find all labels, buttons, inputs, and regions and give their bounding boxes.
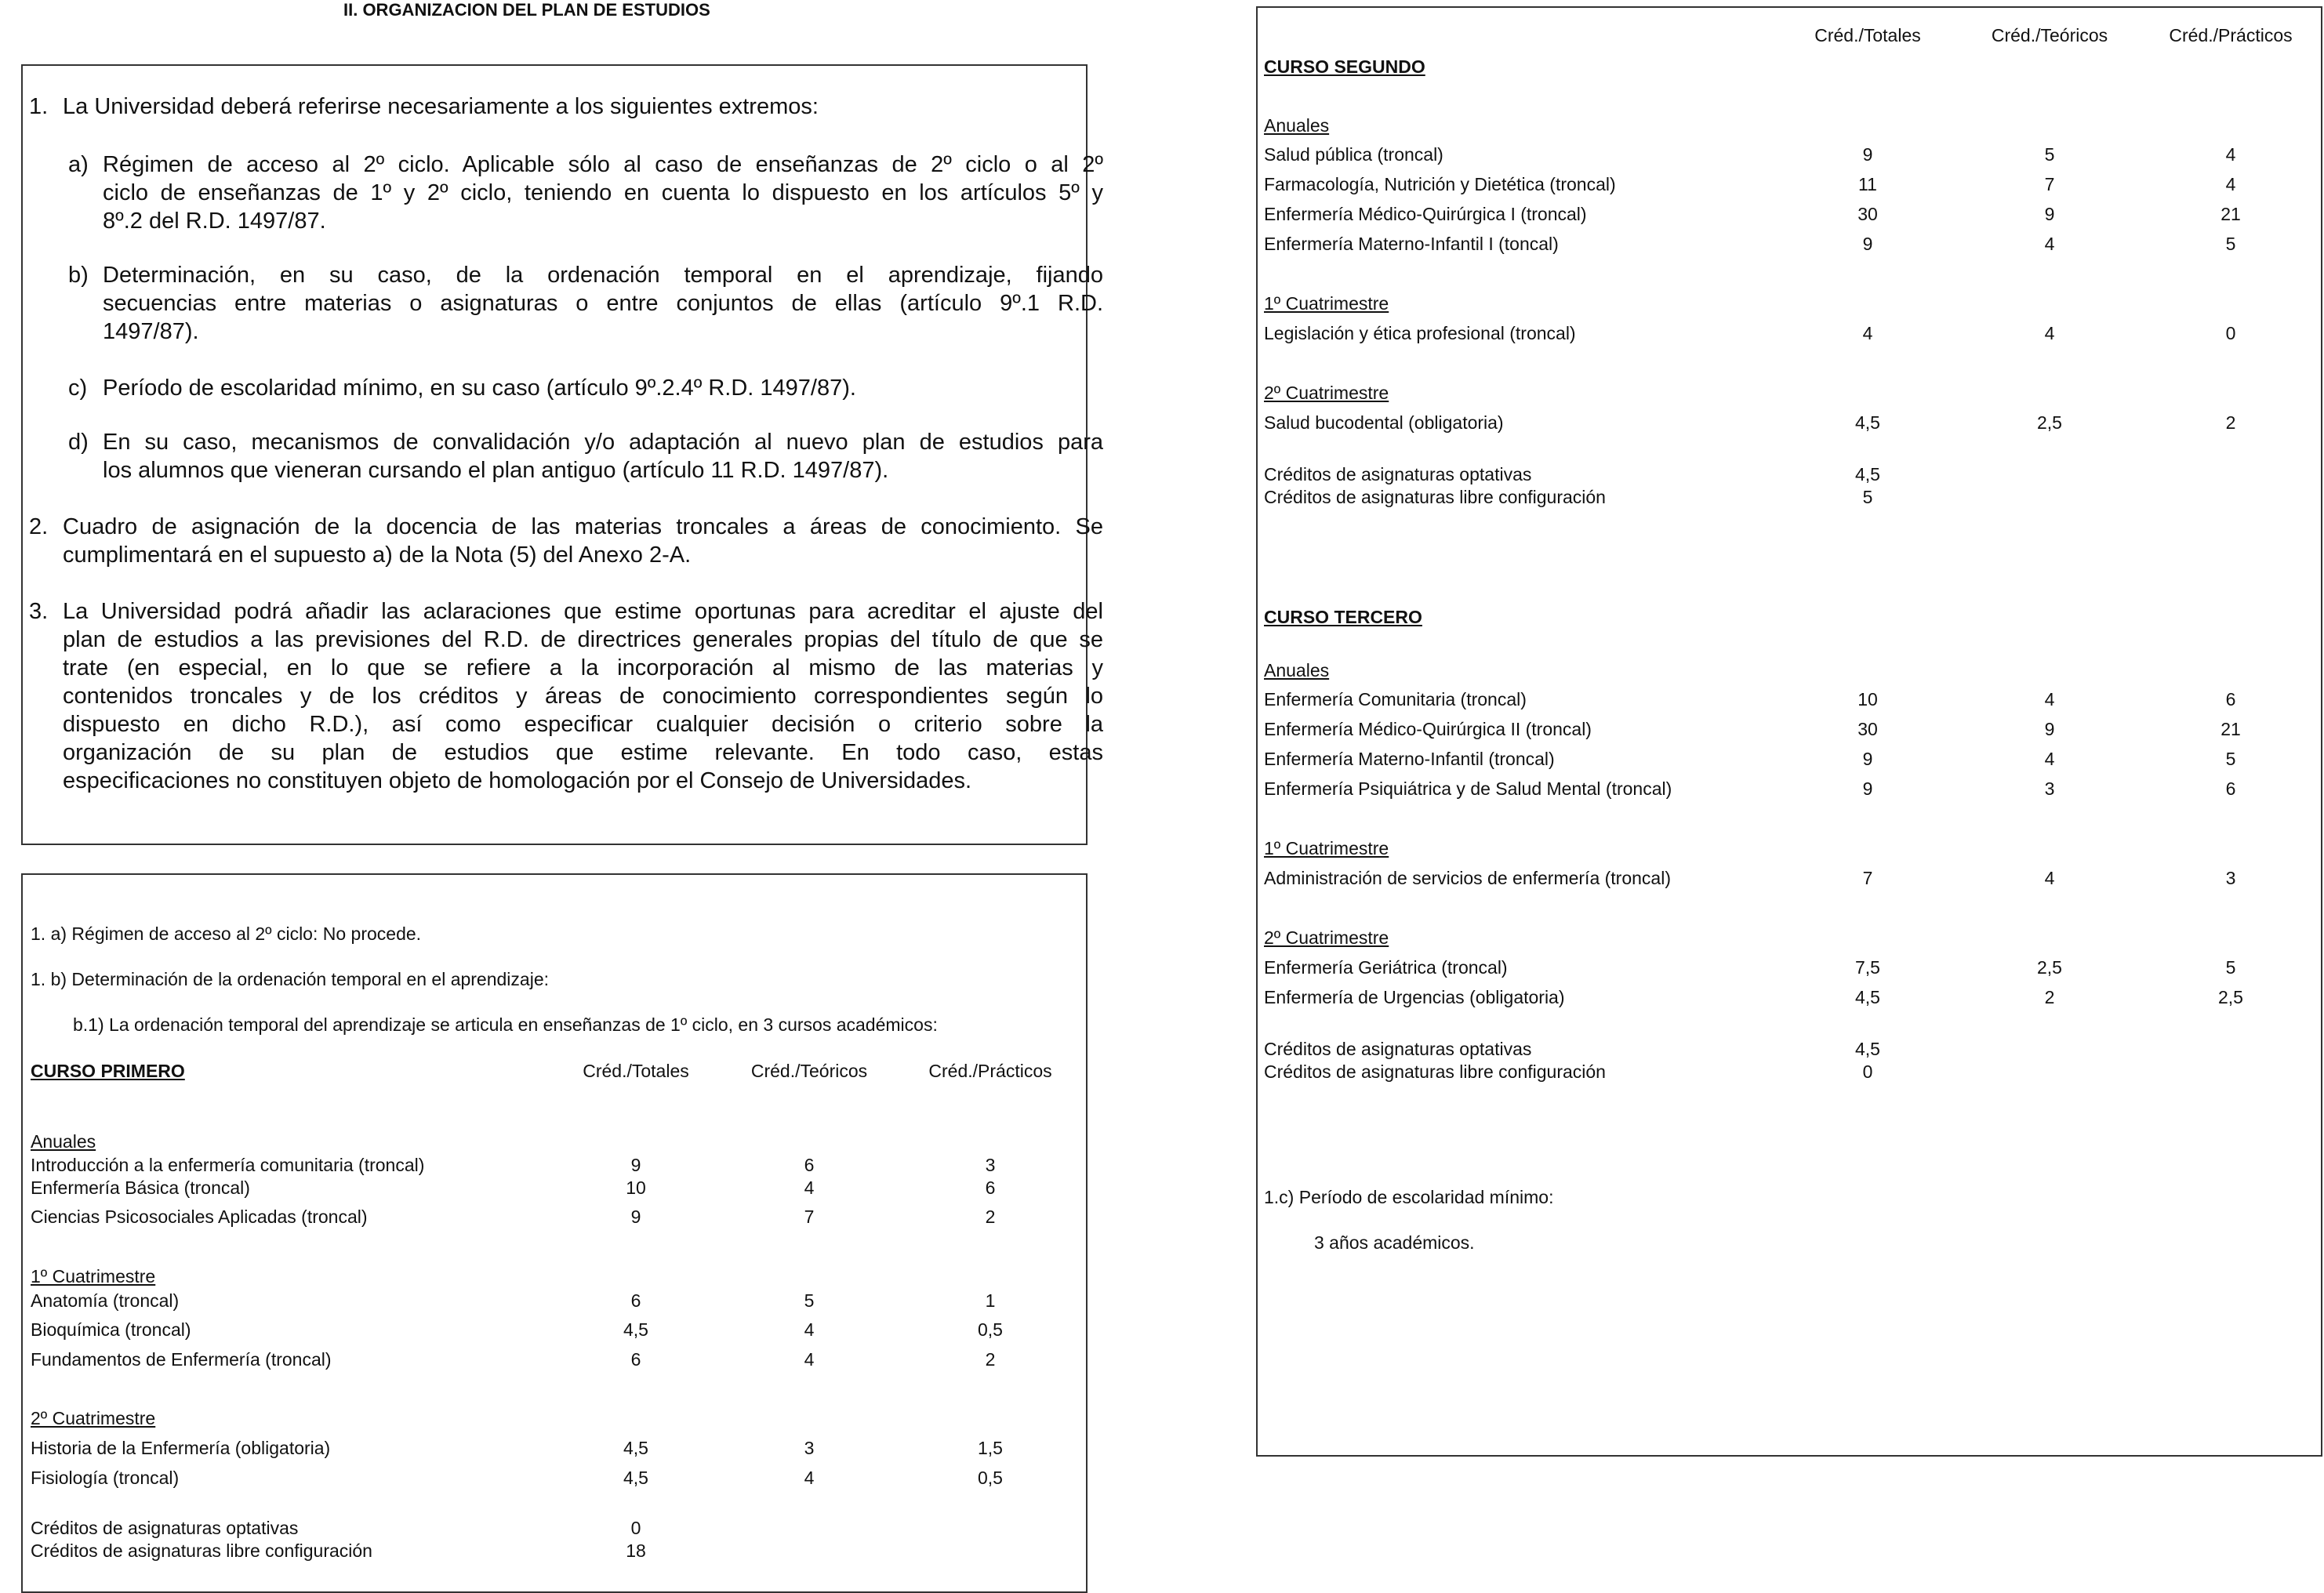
cred-totales: 30 — [1857, 204, 1878, 224]
cred-totales: 30 — [1857, 719, 1878, 739]
text-line: En su caso, mecanismos de convalidación y/o adaptación al nuevo plan de estudios para — [103, 430, 1103, 455]
cred-totales: 10 — [626, 1178, 646, 1198]
text-line: secuencias entre materias o asignaturas o entre conjuntos de ellas (artículo 9º.1 R.D. — [103, 291, 1103, 316]
section-heading-text: 1º Cuatrimestre — [1264, 293, 1389, 314]
cred-teoricos: 5 — [2044, 144, 2055, 165]
cred-teoricos: 4 — [2044, 234, 2055, 254]
cred-teoricos: 3 — [2044, 778, 2055, 799]
subject-name: Salud pública (troncal) — [1264, 144, 1443, 165]
cred-teoricos: 4 — [804, 1319, 815, 1340]
cred-totales: 18 — [626, 1540, 646, 1561]
item-number: 2. — [29, 514, 49, 539]
text-line: 1497/87). — [103, 319, 199, 344]
cred-totales: 9 — [630, 1155, 641, 1175]
subject-name: Enfermería Médico-Quirúrgica II (troncal) — [1264, 719, 1592, 739]
subject-name: Créditos de asignaturas optativas — [31, 1518, 299, 1538]
cred-teoricos: 4 — [2044, 689, 2055, 709]
note-b: 1. b) Determinación de la ordenación temporal en el aprendizaje: — [31, 969, 550, 989]
cred-totales: 4 — [1862, 323, 1873, 343]
cred-practicos: 5 — [2225, 749, 2236, 769]
cred-practicos: 4 — [2225, 174, 2236, 194]
text-line: ciclo de enseñanzas de 1º y 2º ciclo, teniendo en cuenta lo dispuesto en los artículos 5º y — [103, 180, 1103, 205]
cred-totales: 0 — [630, 1518, 641, 1538]
cred-totales: 7 — [1862, 868, 1873, 888]
item-text — [63, 597, 1103, 795]
item-text — [103, 374, 1103, 402]
text-line: contenidos troncales y de los créditos y áreas de conocimiento correspondientes según lo — [63, 684, 1103, 709]
cred-totales: 0 — [1862, 1061, 1873, 1082]
subject-name: Enfermería Básica (troncal) — [31, 1178, 250, 1198]
cred-teoricos: 4 — [2044, 868, 2055, 888]
cred-teoricos: 9 — [2044, 204, 2055, 224]
text-line: cumplimentará en el supuesto a) de la Nota (5) del Anexo 2-A. — [63, 542, 692, 568]
cred-totales: 4,5 — [1855, 987, 1880, 1007]
col-practicos: Créd./Prácticos — [928, 1061, 1052, 1081]
cred-practicos: 2 — [985, 1207, 996, 1227]
text-line: Período de escolaridad mínimo, en su caso (artículo 9º.2.4º R.D. 1497/87). — [103, 376, 856, 401]
cred-practicos: 2 — [985, 1349, 996, 1370]
cred-teoricos: 7 — [804, 1207, 815, 1227]
text-line: La Universidad podrá añadir las aclaraciones que estime oportunas para acreditar el ajuste del — [63, 599, 1103, 624]
cred-teoricos: 3 — [804, 1438, 815, 1458]
cred-practicos: 6 — [2225, 778, 2236, 799]
section-heading-text: 2º Cuatrimestre — [31, 1408, 156, 1428]
escolaridad-value-text: 3 años académicos. — [1314, 1232, 1475, 1253]
subject-name: Administración de servicios de enfermería (troncal) — [1264, 868, 1671, 888]
page-title: II. ORGANIZACION DEL PLAN DE ESTUDIOS — [343, 0, 710, 20]
subject-name: Enfermería Materno-Infantil I (toncal) — [1264, 234, 1559, 254]
cred-totales: 6 — [630, 1349, 641, 1370]
cred-totales: 4,5 — [623, 1468, 648, 1488]
curso-title: CURSO SEGUNDO — [1264, 56, 1425, 77]
item-label: b) — [68, 263, 89, 288]
text-line: plan de estudios a las previsiones del R.D. de directrices generales propias del título de que se — [63, 627, 1103, 652]
text-line: Determinación, en su caso, de la ordenación temporal en el aprendizaje, fijando — [103, 263, 1103, 288]
subject-name: Legislación y ética profesional (troncal) — [1264, 323, 1576, 343]
cred-teoricos: 6 — [804, 1155, 815, 1175]
subject-name: Créditos de asignaturas libre configuración — [1264, 487, 1606, 507]
cred-totales: 5 — [1862, 487, 1873, 507]
instructions-box — [21, 64, 1103, 845]
section-heading-text: 1º Cuatrimestre — [31, 1266, 156, 1286]
text-line: trate (en especial, en lo que se refiere a la incorporación al mismo de las materias y — [63, 655, 1103, 680]
cred-practicos: 21 — [2221, 719, 2241, 739]
text-line: Cuadro de asignación de la docencia de las materias troncales a áreas de conocimiento. Se — [63, 514, 1103, 539]
curso-segundo-tercero-table — [1264, 24, 2315, 1435]
item-number: 1. — [29, 94, 49, 119]
cred-totales: 9 — [1862, 144, 1873, 165]
subject-name: Enfermería Comunitaria (troncal) — [1264, 689, 1527, 709]
subject-name: Enfermería Geriátrica (troncal) — [1264, 957, 1508, 978]
cred-teoricos: 4 — [804, 1178, 815, 1198]
subject-name: Enfermería Psiquiátrica y de Salud Mental (troncal) — [1264, 778, 1672, 799]
subject-name: Enfermería de Urgencias (obligatoria) — [1264, 987, 1565, 1007]
cred-practicos: 1,5 — [978, 1438, 1003, 1458]
cred-totales: 4,5 — [1855, 412, 1880, 433]
item-text — [103, 151, 1103, 235]
note-b1: b.1) La ordenación temporal del aprendizaje se articula en enseñanzas de 1º ciclo, en 3 cursos académicos: — [73, 1014, 938, 1035]
col-totales: Créd./Totales — [583, 1061, 689, 1081]
subject-name: Fisiología (troncal) — [31, 1468, 180, 1488]
cred-totales: 9 — [630, 1207, 641, 1227]
cred-totales: 11 — [1858, 174, 1877, 194]
section-heading-text: Anuales — [1264, 660, 1330, 680]
note-a: 1. a) Régimen de acceso al 2º ciclo: No procede. — [31, 924, 422, 944]
col-practicos: Créd./Prácticos — [2169, 25, 2293, 45]
curso-primero-table — [31, 1059, 1081, 1592]
curso-title: CURSO PRIMERO — [31, 1061, 185, 1081]
cred-practicos: 0,5 — [978, 1319, 1003, 1340]
subject-name: Historia de la Enfermería (obligatoria) — [31, 1438, 331, 1458]
item-text — [63, 513, 1103, 569]
cred-practicos: 0,5 — [978, 1468, 1003, 1488]
cred-practicos: 5 — [2225, 957, 2236, 978]
text-line: organización de su plan de estudios que estime relevante. En todo caso, estas — [63, 740, 1103, 765]
section-heading-text: 2º Cuatrimestre — [1264, 927, 1389, 948]
cred-totales: 4,5 — [623, 1319, 648, 1340]
section-heading-text: Anuales — [1264, 115, 1330, 136]
cred-totales: 9 — [1862, 778, 1873, 799]
cred-totales: 9 — [1862, 749, 1873, 769]
cred-practicos: 5 — [2225, 234, 2236, 254]
item-text — [103, 428, 1103, 484]
cred-teoricos: 2,5 — [2037, 412, 2062, 433]
subject-name: Créditos de asignaturas libre configuración — [1264, 1061, 1606, 1082]
cred-totales: 6 — [630, 1290, 641, 1311]
subject-name: Créditos de asignaturas optativas — [1264, 464, 1532, 484]
subject-name: Ciencias Psicosociales Aplicadas (troncal) — [31, 1207, 368, 1227]
subject-name: Anatomía (troncal) — [31, 1290, 180, 1311]
cred-totales: 4,5 — [1855, 1039, 1880, 1059]
curso-segundo-tercero-box — [1256, 6, 2322, 1457]
cred-teoricos: 7 — [2044, 174, 2055, 194]
col-totales: Créd./Totales — [1814, 25, 1921, 45]
cred-totales: 4,5 — [623, 1438, 648, 1458]
cred-teoricos: 2 — [2044, 987, 2055, 1007]
curso-title: CURSO TERCERO — [1264, 607, 1422, 627]
cred-teoricos: 5 — [804, 1290, 815, 1311]
text-line: especificaciones no constituyen objeto de homologación por el Consejo de Universidades. — [63, 768, 972, 793]
cred-practicos: 2 — [2225, 412, 2236, 433]
curso-primero-box — [21, 873, 1088, 1593]
subject-name: Créditos de asignaturas libre configuración — [31, 1540, 372, 1561]
col-teoricos: Créd./Teóricos — [750, 1061, 868, 1081]
cred-practicos: 3 — [2225, 868, 2236, 888]
subject-name: Créditos de asignaturas optativas — [1264, 1039, 1532, 1059]
cred-teoricos: 4 — [2044, 323, 2055, 343]
subject-name: Salud bucodental (obligatoria) — [1264, 412, 1504, 433]
subject-name: Bioquímica (troncal) — [31, 1319, 191, 1340]
subject-name: Farmacología, Nutrición y Dietética (troncal) — [1264, 174, 1616, 194]
section-heading-text: 1º Cuatrimestre — [1264, 838, 1389, 858]
item-label: d) — [68, 430, 89, 455]
escolaridad-label-text: 1.c) Período de escolaridad mínimo: — [1264, 1187, 1554, 1207]
col-teoricos: Créd./Teóricos — [1991, 25, 2108, 45]
cred-teoricos: 9 — [2044, 719, 2055, 739]
cred-practicos: 6 — [2225, 689, 2236, 709]
subject-name: Introducción a la enfermería comunitaria (troncal) — [31, 1155, 425, 1175]
text-line: dispuesto en dicho R.D.), así como especificar cualquier decisión o criterio sobre la — [63, 712, 1103, 737]
cred-totales: 9 — [1862, 234, 1873, 254]
cred-practicos: 2,5 — [2218, 987, 2243, 1007]
item-label: a) — [68, 152, 89, 177]
cred-totales: 7,5 — [1855, 957, 1880, 978]
text-line: los alumnos que vieneran cursando el plan antiguo (artículo 11 R.D. 1497/87). — [103, 458, 889, 483]
subject-name: Enfermería Médico-Quirúrgica I (troncal) — [1264, 204, 1587, 224]
cred-totales: 4,5 — [1855, 464, 1880, 484]
cred-teoricos: 2,5 — [2037, 957, 2062, 978]
cred-practicos: 6 — [985, 1178, 996, 1198]
cred-practicos: 4 — [2225, 144, 2236, 165]
cred-practicos: 1 — [985, 1290, 996, 1311]
section-heading-text: 2º Cuatrimestre — [1264, 383, 1389, 403]
item-text: La Universidad deberá referirse necesariamente a los siguientes extremos: — [63, 94, 819, 119]
subject-name: Fundamentos de Enfermería (troncal) — [31, 1349, 332, 1370]
subject-name: Enfermería Materno-Infantil (troncal) — [1264, 749, 1555, 769]
cred-totales: 10 — [1857, 689, 1878, 709]
cred-teoricos: 4 — [804, 1349, 815, 1370]
item-text — [103, 261, 1103, 346]
text-line: 8º.2 del R.D. 1497/87. — [103, 209, 326, 234]
item-number: 3. — [29, 599, 49, 624]
cred-teoricos: 4 — [2044, 749, 2055, 769]
cred-teoricos: 4 — [804, 1468, 815, 1488]
cred-practicos: 3 — [985, 1155, 996, 1175]
cred-practicos: 0 — [2225, 323, 2236, 343]
cred-practicos: 21 — [2221, 204, 2241, 224]
text-line: Régimen de acceso al 2º ciclo. Aplicable sólo al caso de enseñanzas de 2º ciclo o al 2º — [103, 152, 1103, 177]
item-label: c) — [68, 376, 88, 401]
section-heading-text: Anuales — [31, 1131, 96, 1152]
